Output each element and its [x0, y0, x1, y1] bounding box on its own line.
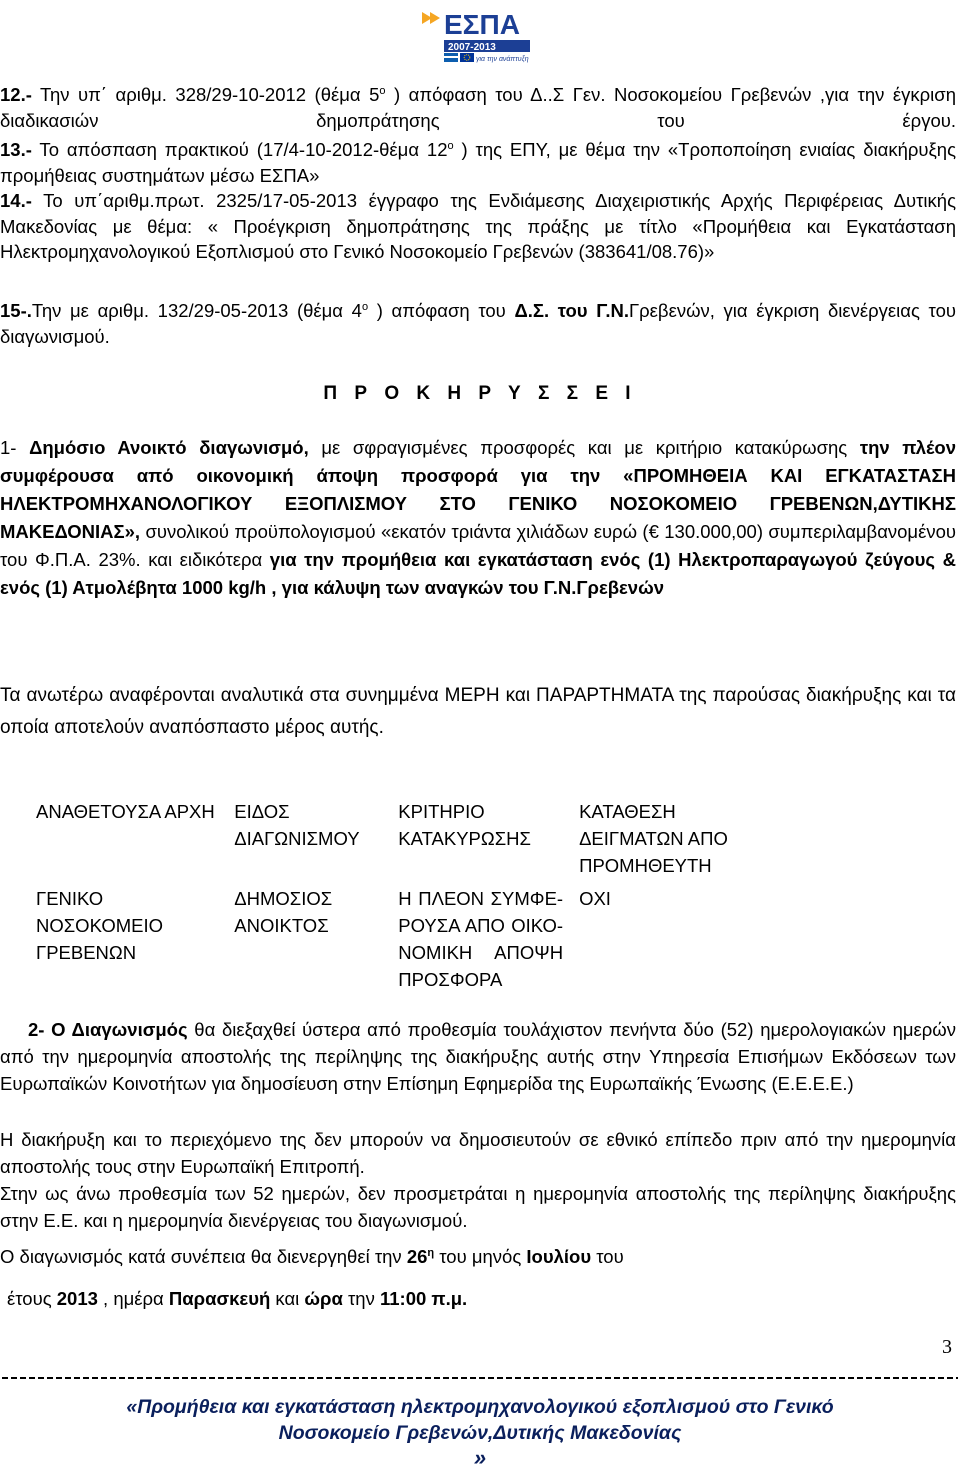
euro-symbol: € [648, 521, 659, 542]
table-header-row [28, 796, 756, 883]
item-15-number: 15-. [0, 300, 32, 321]
item-13: 13.- Το απόσπαση πρακτικού (17/4-10-2012-θέμα $12^o$ ) της ΕΠΥ, με θέμα την «Τροποποίηση ενιαίας διακήρυξης προμήθειας συστημάτων μέσω ΕΣΠΑ» [0, 139, 956, 186]
table-header-cell: ΚΑΤΑΘΕΣΗ ΔΕΙΓΜΑΤΩΝ ΑΠΟ ΠΡΟΜΗΘΕΥΤΗ [579, 801, 728, 876]
dashed-line [0, 1374, 960, 1382]
table-header-cell: ΕΙΔΟΣ ΔΙΑΓΩΝΙΣΜΟΥ [234, 801, 360, 849]
proclamation-title: Π Ρ Ο Κ Η Ρ Υ Σ Σ Ε Ι [323, 383, 637, 404]
item-12: 12.- Την υπ΄ αριθμ. 328/29-10-2012 (θέμα $5^o$ ) απόφαση του Δ..Σ Γεν. Νοσοκομείου Γρεβενών ,για την έγκριση διαδικασιών δημοπράτησης του έργου. [0, 84, 956, 131]
item-12-number: 12.- [0, 84, 32, 105]
item-13-number: 13.- [0, 139, 32, 160]
section-1: 1- Δημόσιο Ανοικτό διαγωνισμό, με σφραγισμένες προσφορές και με κριτήριο κατακύρωσης την πλέον συμφέρουσα από οικονομική άποψη προσφορά για την «ΠΡΟΜΗΘΕΙΑ ΚΑΙ ΕΓΚΑΤΑΣΤΑΣΗ ΗΛΕΚΤΡΟΜΗΧΑΝΟΛΟΓΙΚΟΥ ΕΞΟΠΛΙΣΜΟΥ ΣΤΟ ΓΕΝΙΚΟ ΝΟΣΟΚΟΜΕΙΟ ΓΡΕΒΕΝΩΝ,ΔΥΤΙΚΗΣ ΜΑΚΕΔΟΝΙΑΣ», συνολικού προϋπολογισμού «εκατόν τριάντα χιλιάδων ευρώ (€ 130.000,00) συμπεριλαμβανομένου του Φ.Π.Α. 23%. και ειδικότερα για την προμήθεια και εγκατάσταση ενός (1) Ηλεκτροπαραγωγού ζεύγους & ενός (1) Ατμολέβητα 1000 kg/h , για κάλυψη των αναγκών του Γ.Ν.Γρεβενών [0, 437, 956, 598]
section-2-para-c: Στην ως άνω προθεσμία των 52 ημερών, δεν προσμετράται η ημερομηνία αποστολής της περίληψης διακήρυξης στην Ε.Ε. και η ημερομηνία διενέργειας του διαγωνισμού. [0, 1183, 956, 1231]
annex-note: Τα ανωτέρω αναφέρονται αναλυτικά στα συνημμένα ΜΕΡΗ και ΠΑΡΑΡΤΗΜΑΤΑ της παρούσας διακήρυξης και τα οποία αποτελούν αναπόσπαστο μέρος αυτής. [0, 685, 956, 738]
tender-time-line: έτους 2013 , ημέρα Παρασκευή και ώρα την 11:00 π.μ. [7, 1288, 468, 1309]
tender-date-line: Ο διαγωνισμός κατά συνέπεια θα διενεργηθεί την $26^\eta$ του μηνός Ιουλίου του [0, 1246, 624, 1267]
logo-years: 2007-2013 [448, 42, 496, 53]
logo-text: ΕΣΠΑ [444, 9, 520, 40]
item-14: 14.- Το υπ΄αριθμ.πρωτ. 2325/17-05-2013 έγγραφο της Ενδιάμεσης Διαχειριστικής Αρχής Περιφέρειας Δυτικής Μακεδονίας με θέμα: « Προέγκριση δημοπράτησης της πράξης με τίτλο «Προμήθεια και Εγκατάσταση Ηλεκτρομηχανολογικού Εξοπλισμού στο Γενικό Νοσοκομείο Γρεβενών (383641/08.76)» [0, 190, 956, 262]
table-header-cell: ΚΡΙΤΗΡΙΟ ΚΑΤΑΚΥΡΩΣΗΣ [398, 801, 531, 849]
table-cell: Η ΠΛΕΟΝ ΣΥΜΦΕ-ΡΟΥΣΑ ΑΠΟ ΟΙΚΟ-ΝΟΜΙΚΗ ΑΠΟΨΗ ΠΡΟΣΦΟΡΑ [398, 888, 564, 990]
section-2-para-b: Η διακήρυξη και το περιεχόμενο της δεν μπορούν να δημοσιευτούν σε εθνικό επίπεδο πριν από την ημερομηνία αποστολής τους στην Ευρωπαϊκή Επιτροπή. [0, 1129, 956, 1177]
item-14-number: 14.- [0, 190, 32, 211]
tender-info-table [28, 796, 756, 997]
item-15: 15-.Την με αριθμ. 132/29-05-2013 (θέμα $4^o$ ) απόφαση του Δ.Σ. του Γ.Ν.Γρεβενών, για έγκριση διενέργειας του διαγωνισμού. [0, 300, 956, 347]
footer-line-2: Νοσοκομείο Γρεβενών,Δυτικής Μακεδονίας [278, 1422, 682, 1444]
section-2: 2- Ο Διαγωνισμός θα διεξαχθεί ύστερα από προθεσμία τουλάχιστον πενήντα δύο (52) ημερολογιακών ημερών από την ημερομηνία αποστολής της περίληψης της διακήρυξης αυτής στην Υπηρεσία Επισήμων Εκδόσεων των Ευρωπαϊκών Κοινοτήτων για δημοσίευση στην Επίσημη Εφημερίδα της Ευρωπαϊκής Ένωσης (Ε.Ε.Ε.Ε.) [0, 1019, 956, 1094]
espa-logo [418, 6, 530, 64]
table-cell: ΓΕΝΙΚΟ ΝΟΣΟΚΟΜΕΙΟ ΓΡΕΒΕΝΩΝ [36, 888, 164, 963]
footer-line-1: «Προμήθεια και εγκατάσταση ηλεκτρομηχανολογικού εξοπλισμού στο Γενικό [126, 1396, 834, 1418]
footer-close-quote: » [473, 1445, 487, 1470]
table-cell: ΟΧΙ [579, 888, 611, 909]
table-header-cell: ΑΝΑΘΕΤΟΥΣΑ ΑΡΧΗ [36, 801, 215, 822]
footer-divider [0, 1374, 960, 1382]
table-row [28, 883, 756, 997]
table-cell: ΔΗΜΟΣΙΟΣ ΑΝΟΙΚΤΟΣ [234, 888, 333, 936]
logo-tagline: για την ανάπτυξη [476, 56, 529, 63]
page-number: 3 [942, 1336, 952, 1358]
